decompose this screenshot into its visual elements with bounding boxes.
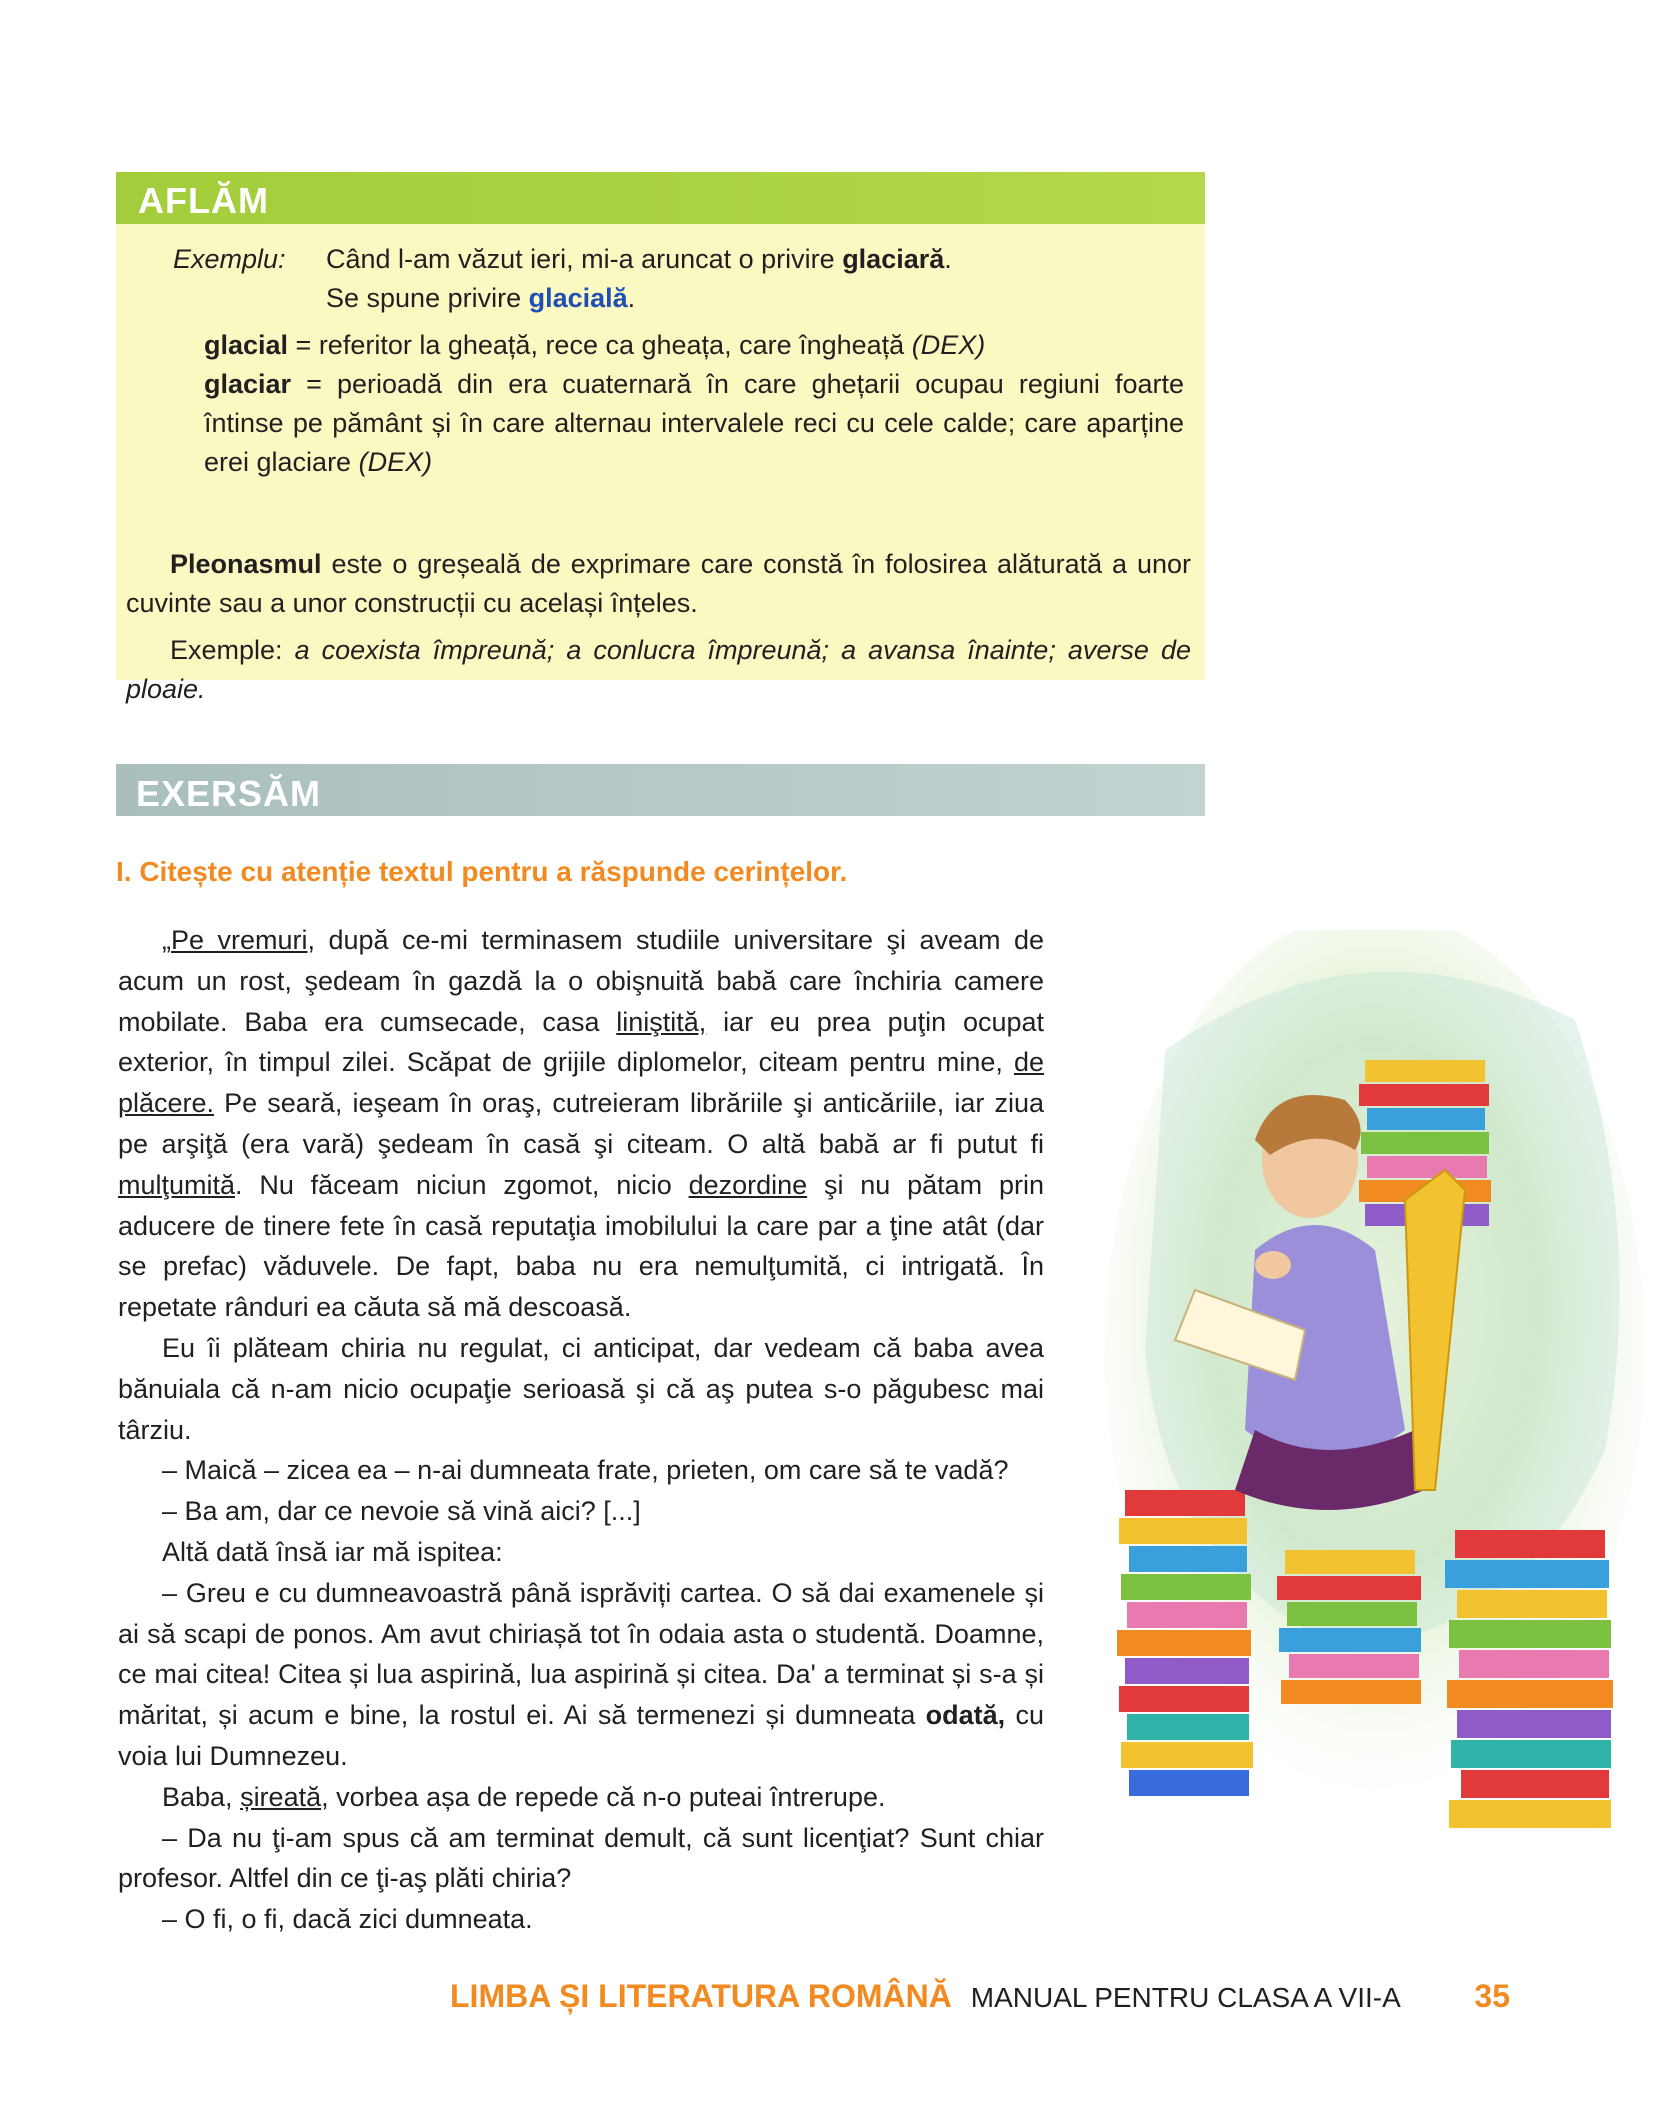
pleonasm-definition: Pleonasmul este o greșeală de exprimare care constă în folosirea alăturată a unor cuvinte sau a unor construcții cu același înțeles. [126,549,1191,618]
pleonasm-section [126,545,1191,717]
example-lines [326,240,952,318]
story-dialogue-1: – Maică – zicea ea – n-ai dumneata frate, prieten, om care să te vadă? [162,1455,1009,1486]
page-number: 35 [1474,1978,1510,2014]
story-dialogue-5: – O fi, o fi, dacă zici dumneata. [162,1904,533,1935]
story-paragraph-1: „Pe vremuri, după ce-mi terminasem studiile universitare şi aveam de acum un rost, şedeam în gazdă la o obişnuită babă care închiria camere mobilate. Baba era cumsecade, casa liniştită, iar eu prea puţin ocupat exterior, în timpul zilei. Scăpat de grijile diplomelor, citeam pentru mine, de plăcere. Pe seară, ieşeam în oraş, cutreieram librăriile şi anticăriile, iar ziua pe arşiţă (era vară) şedeam în casă şi citeam. O altă babă ar fi putut fi mulţumită. Nu făceam niciun zgomot, nicio dezordine şi nu pătam prin aducere de tinere fete în casă reputaţia imobilului la care par a ţine atât (dar se prefac) văduvele. De fapt, baba nu era nemulţumită, ci intrigată. În repetate rânduri ea căuta să mă descoasă. [118,925,1045,1323]
footer-title: LIMBA ȘI LITERATURA ROMÂNĂ [450,1978,952,2014]
story-dialogue-3: – Greu e cu dumneavoastră până isprăviți cartea. O să dai examenele și ai să scapi de ponos. Am avut chiriașă tot în odaia asta o studentă. Doamne, ce mai citea! Citea și lua aspirină, lua aspirină și citea. Da' a terminat și s-a și măritat, și acum e bine, la rostul ei. Ai să termenezi și dumneata odată, cu voia lui Dumnezeu. [118,1577,1044,1771]
story-paragraph-3: Altă dată însă iar mă ispitea: [162,1536,503,1567]
example-label: Exemplu: [173,244,286,274]
pleonasm-examples: Exemple: a coexista împreună; a conlucra împreună; a avansa înainte; averse de ploaie. [126,635,1191,704]
story-text [118,920,1044,1940]
story-paragraph-2: Eu îi plăteam chiria nu regulat, ci anticipat, dar vedeam că baba avea bănuiala că n-am nicio ocupaţie serioasă şi că aş putea s-o păgubesc mai târziu. [118,1332,1044,1445]
aflam-box [116,172,1205,704]
example-line-1: Când l-am văzut ieri, mi-a aruncat o privire glaciară. [326,244,952,274]
footer-subtitle: MANUAL PENTRU CLASA A VII-A [970,1982,1401,2013]
book-stack-left [1117,1490,1253,1796]
exersam-title: EXERSĂM [116,764,1205,816]
task-instruction: I. Citește cu atenție textul pentru a răspunde cerințelor. [116,856,848,887]
definitions [204,326,1184,482]
story-dialogue-4: – Da nu ţi-am spus că am terminat demult, că sunt licenţiat? Sunt chiar profesor. Altfel din ce ţi-aş plăti chiria? [118,1822,1044,1894]
page-footer [450,1976,1510,2016]
example-line-2: Se spune privire glacială. [326,283,636,313]
aflam-title: AFLĂM [116,172,1205,224]
definition-glaciar: glaciar = perioadă din era cuaternară în care ghețarii ocupau regiuni foarte întinse pe pământ și în care alternau intervalele reci cu cele calde; care aparține erei glaciare (DEX) [204,369,1184,477]
reading-man-illustration [1105,930,1650,1930]
story-dialogue-2: – Ba am, dar ce nevoie să vină aici? [...] [162,1496,641,1527]
story-paragraph-4: Baba, șireată, vorbea așa de repede că n-o puteai întrerupe. [162,1781,886,1812]
definition-glacial: glacial = referitor la gheață, rece ca gheața, care îngheață (DEX) [204,330,986,360]
